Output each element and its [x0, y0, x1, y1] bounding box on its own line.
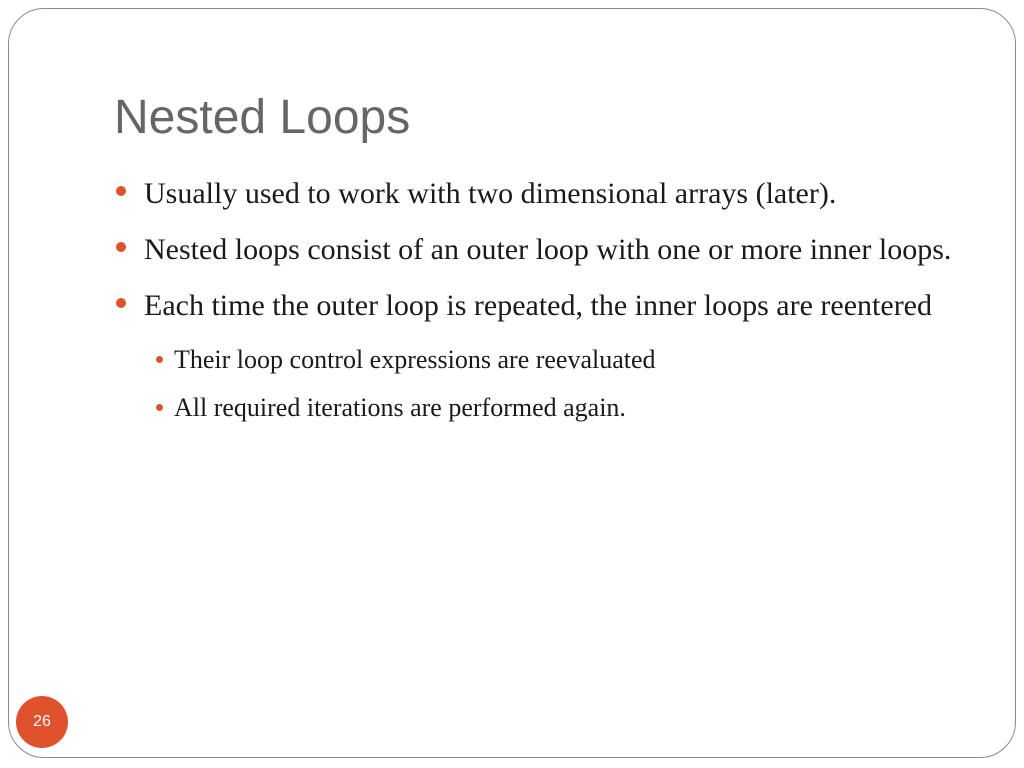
- sub-bullet-text: Their loop control expressions are reevaluated: [174, 345, 656, 374]
- bullet-item: [114, 226, 974, 274]
- sub-bullet-list: [146, 338, 974, 430]
- page-number: 26: [33, 713, 51, 730]
- bullet-icon: [116, 298, 126, 308]
- bullet-icon: [116, 242, 126, 252]
- sub-bullet-icon: [156, 356, 163, 363]
- bullet-text: Nested loops consist of an outer loop with one or more inner loops.: [144, 233, 952, 266]
- sub-bullet-item: [146, 386, 974, 430]
- bullet-text: Each time the outer loop is repeated, the inner loops are reentered: [144, 289, 932, 322]
- sub-bullet-item: [146, 338, 974, 382]
- bullet-item: [114, 282, 974, 330]
- sub-bullet-text: All required iterations are performed again.: [174, 393, 626, 422]
- slide-body: [114, 170, 974, 434]
- bullet-icon: [116, 186, 126, 196]
- page-number-badge: [16, 696, 68, 748]
- bullet-item: [114, 170, 974, 218]
- sub-bullet-icon: [156, 404, 163, 411]
- bullet-text: Usually used to work with two dimensional arrays (later).: [144, 177, 837, 210]
- slide-title: Nested Loops: [114, 91, 411, 144]
